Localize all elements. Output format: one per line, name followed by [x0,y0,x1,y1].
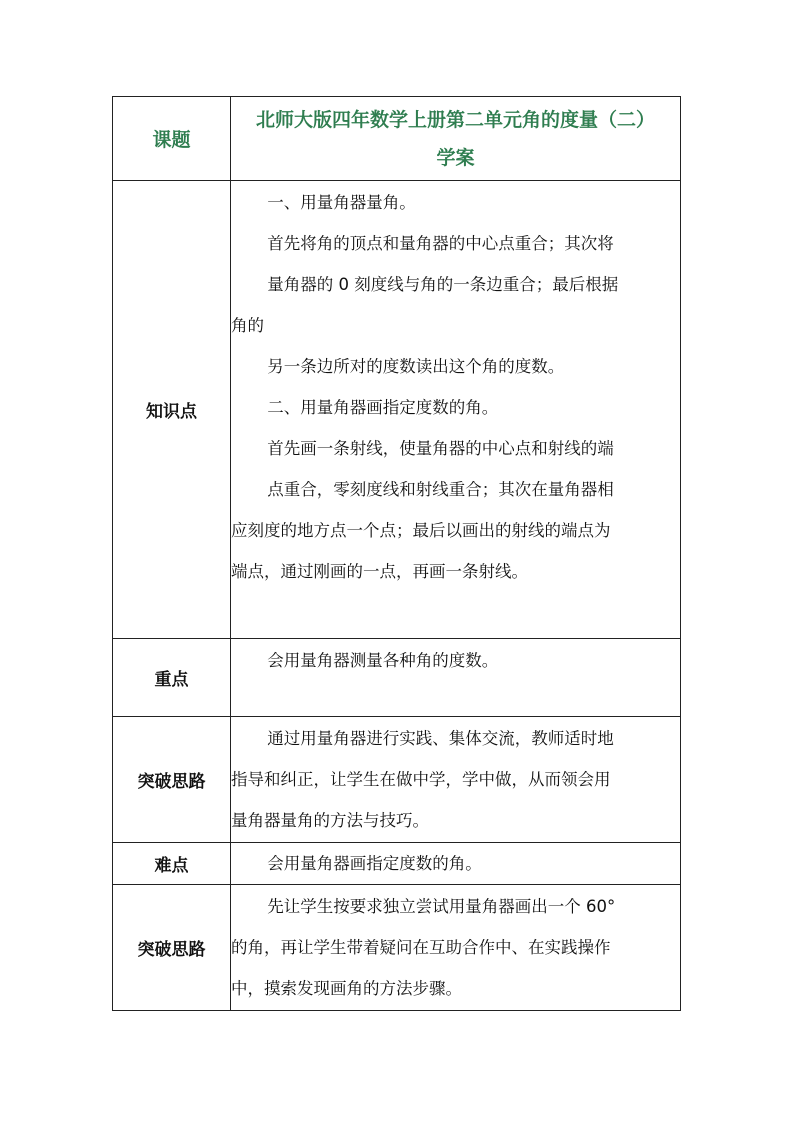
approach-line: 通过用量角器进行实践、集体交流，教师适时地 [267,729,614,748]
topic-label: 课题 [113,97,231,181]
difficulty-label: 难点 [113,843,231,885]
key-point-label: 重点 [113,639,231,717]
key-point-content [231,639,681,717]
approach-label-2: 突破思路 [113,885,231,1011]
knowledge-content [231,181,681,639]
title-row [113,97,681,181]
lesson-title-line-2: 学案 [436,146,475,169]
approach-content-1 [231,717,681,843]
approach-row-1 [113,717,681,843]
knowledge-line: 角的 [231,316,264,335]
knowledge-line: 应刻度的地方点一个点；最后以画出的射线的端点为 [231,521,611,540]
difficulty-content [231,843,681,885]
knowledge-line: 点重合，零刻度线和射线重合；其次在量角器相 [267,480,614,499]
knowledge-label: 知识点 [113,181,231,639]
knowledge-line: 另一条边所对的度数读出这个角的度数。 [267,357,565,376]
knowledge-line: 二、用量角器画指定度数的角。 [267,398,499,417]
key-point-text: 会用量角器测量各种角的度数。 [267,651,499,670]
difficulty-row [113,843,681,885]
approach-line: 中，摸索发现画角的方法步骤。 [231,979,462,998]
key-point-row [113,639,681,717]
approach-line: 的角，再让学生带着疑问在互助合作中、在实践操作 [231,938,611,957]
lesson-title [231,97,681,181]
knowledge-line: 首先画一条射线，使量角器的中心点和射线的端 [267,439,614,458]
approach-content-2 [231,885,681,1011]
lesson-title-line-1: 北师大版四年数学上册第二单元角的度量（二） [255,108,655,131]
difficulty-text: 会用量角器画指定度数的角。 [267,854,482,873]
knowledge-line: 量角器的 0 刻度线与角的一条边重合；最后根据 [267,275,619,294]
approach-line: 先让学生按要求独立尝试用量角器画出一个 60° [267,897,616,916]
lesson-plan-table [112,96,681,1011]
knowledge-row [113,181,681,639]
knowledge-line: 端点，通过刚画的一点，再画一条射线。 [231,562,528,581]
knowledge-line: 一、用量角器量角。 [267,193,416,212]
approach-line: 量角器量角的方法与技巧。 [231,811,429,830]
approach-line: 指导和纠正，让学生在做中学，学中做，从而领会用 [231,770,611,789]
approach-label-1: 突破思路 [113,717,231,843]
knowledge-line: 首先将角的顶点和量角器的中心点重合；其次将 [267,234,614,253]
approach-row-2 [113,885,681,1011]
